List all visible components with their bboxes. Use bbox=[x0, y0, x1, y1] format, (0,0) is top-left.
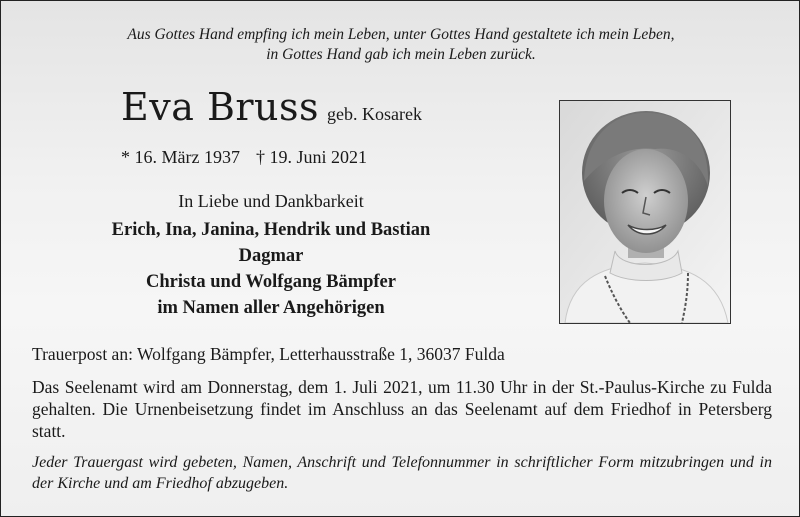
maiden-name: geb. Kosarek bbox=[327, 104, 422, 124]
verse bbox=[1, 25, 800, 65]
verse-line-1: Aus Gottes Hand empfing ich mein Leben, unter Gottes Hand gestaltete ich mein Leben, bbox=[127, 26, 675, 43]
portrait-photo bbox=[559, 100, 731, 324]
death-date: † 19. Juni 2021 bbox=[255, 147, 367, 167]
portrait-illustration bbox=[560, 101, 730, 323]
guest-note: Jeder Trauergast wird gebeten, Namen, Anschrift und Telefonnummer in schriftlicher Form mitzubringen und in der Kirche und am Friedhof abzugeben. bbox=[32, 454, 772, 492]
mourner-line: Christa und Wolfgang Bämpfer bbox=[146, 272, 396, 292]
life-dates bbox=[121, 147, 367, 168]
birth-date: * 16. März 1937 bbox=[121, 147, 240, 167]
deceased-name: Eva Bruss bbox=[121, 85, 320, 129]
name-line bbox=[121, 85, 422, 129]
service-details: Das Seelenamt wird am Donnerstag, dem 1. Juli 2021, um 11.30 Uhr in der St.-Paulus-Kirche zu Fulda gehalten. Die Urnenbeisetzung findet im Anschluss an das Seelenamt auf dem Friedhof in Petersberg statt. bbox=[32, 377, 772, 441]
dedication: In Liebe und Dankbarkeit bbox=[178, 191, 364, 211]
mourner-line: Erich, Ina, Janina, Hendrik und Bastian bbox=[111, 220, 431, 240]
verse-line-2: in Gottes Hand gab ich mein Leben zurück. bbox=[266, 46, 536, 63]
mourner-line: im Namen aller Angehörigen bbox=[157, 298, 385, 318]
mourner-line: Dagmar bbox=[238, 246, 304, 266]
trauerpost-address: Trauerpost an: Wolfgang Bämpfer, Letterhausstraße 1, 36037 Fulda bbox=[32, 344, 505, 364]
mourners-list bbox=[91, 217, 451, 321]
